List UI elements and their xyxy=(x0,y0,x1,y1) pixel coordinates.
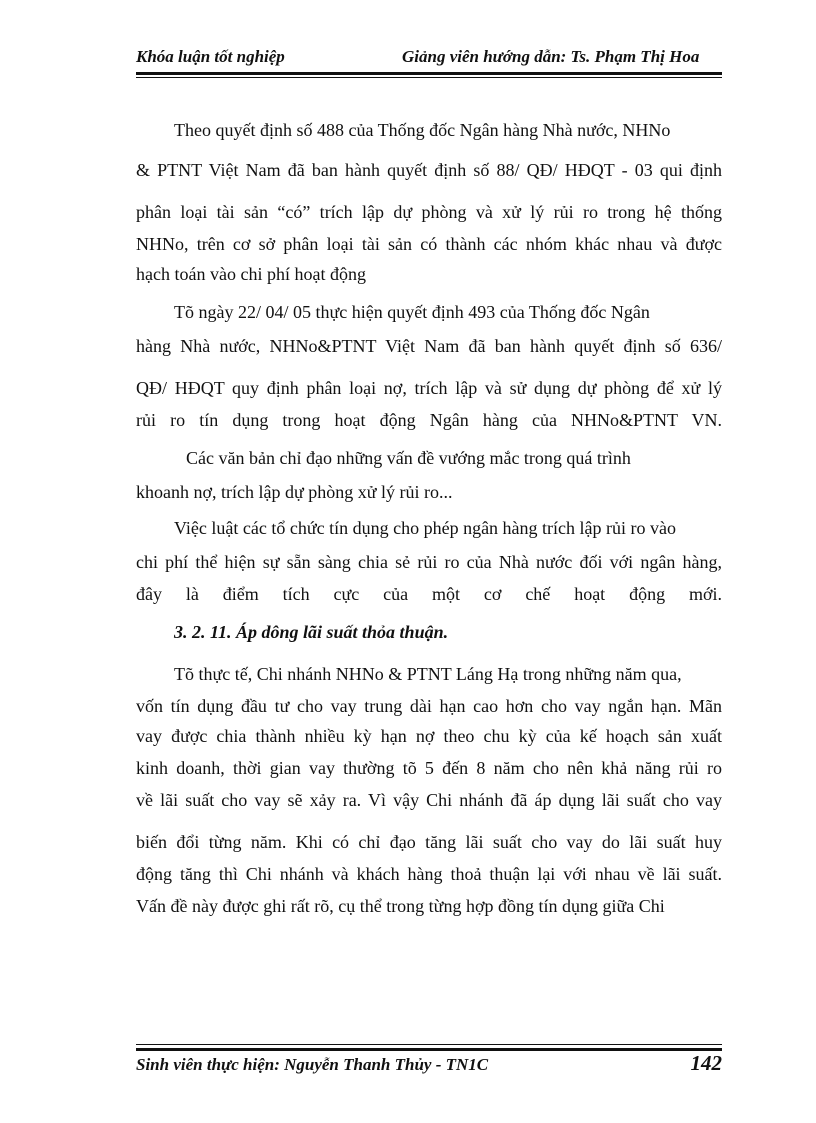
body-line: phân loại tài sản “có” trích lập dự phòng và xử lý rủi ro trong hệ thống xyxy=(136,202,722,222)
body-line: Theo quyết định số 488 của Thống đốc Ngân hàng Nhà nước, NHNo xyxy=(174,120,671,140)
header-rule-thin xyxy=(136,77,722,78)
body-line: Vấn đề này được ghi rất rõ, cụ thể trong từng hợp đồng tín dụng giữa Chi xyxy=(136,896,665,916)
body-line: vay được chia thành nhiều kỳ hạn nợ theo chu kỳ của kế hoạch sản xuất xyxy=(136,726,722,746)
body-line: hạch toán vào chi phí hoạt động xyxy=(136,264,366,284)
footer-rule-thin xyxy=(136,1044,722,1045)
header-rule-thick xyxy=(136,72,722,75)
body-line: kinh doanh, thời gian vay thường tõ 5 đến 8 năm cho nên khả năng rủi ro xyxy=(136,758,722,778)
body-line: rủi ro tín dụng trong hoạt động Ngân hàng của NHNo&PTNT VN. xyxy=(136,410,722,430)
page-header xyxy=(0,0,816,80)
body-line: chi phí thể hiện sự sẵn sàng chia sẻ rủi ro của Nhà nước đối với ngân hàng, xyxy=(136,552,722,572)
body-line: hàng Nhà nước, NHNo&PTNT Việt Nam đã ban hành quyết định số 636/ xyxy=(136,336,722,356)
body-line: về lãi suất cho vay sẽ xảy ra. Vì vậy Chi nhánh đã áp dụng lãi suất cho vay xyxy=(136,790,722,810)
footer-rule-thick xyxy=(136,1048,722,1051)
body-line: Tõ thực tế, Chi nhánh NHNo & PTNT Láng Hạ trong những năm qua, xyxy=(174,664,682,684)
body-line: QĐ/ HĐQT quy định phân loại nợ, trích lập và sử dụng dự phòng để xử lý xyxy=(136,378,722,398)
body-line: Tõ ngày 22/ 04/ 05 thực hiện quyết định 493 của Thống đốc Ngân xyxy=(174,302,650,322)
body-line: khoanh nợ, trích lập dự phòng xử lý rủi ro... xyxy=(136,482,453,502)
section-heading: 3. 2. 11. Áp dông lãi suất thỏa thuận. xyxy=(174,622,449,642)
body-line: Việc luật các tổ chức tín dụng cho phép ngân hàng trích lập rủi ro vào xyxy=(174,518,677,538)
header-thesis-title: Khóa luận tốt nghiệp xyxy=(136,47,285,66)
body-line: NHNo, trên cơ sở phân loại tài sản có thành các nhóm khác nhau và được xyxy=(136,234,722,254)
body-line: động tăng thì Chi nhánh và khách hàng thoả thuận lại với nhau về lãi suất. xyxy=(136,864,722,884)
body-line: vốn tín dụng đầu tư cho vay trung dài hạn cao hơn cho vay ngắn hạn. Mãn xyxy=(136,696,722,716)
body-line: biến đổi từng năm. Khi có chỉ đạo tăng lãi suất cho vay do lãi suất huy xyxy=(136,832,722,852)
body-line: Các văn bản chỉ đạo những vấn đề vướng mắc trong quá trình xyxy=(186,448,631,468)
body-line: & PTNT Việt Nam đã ban hành quyết định số 88/ QĐ/ HĐQT - 03 qui định xyxy=(136,160,722,180)
header-supervisor: Giảng viên hướng dẫn: Ts. Phạm Thị Hoa xyxy=(402,47,700,66)
footer-student: Sinh viên thực hiện: Nguyễn Thanh Thủy - TN1C xyxy=(136,1055,489,1074)
body-line: đây là điểm tích cực của một cơ chế hoạt động mới. xyxy=(136,584,722,604)
page-number: 142 xyxy=(690,1051,722,1075)
